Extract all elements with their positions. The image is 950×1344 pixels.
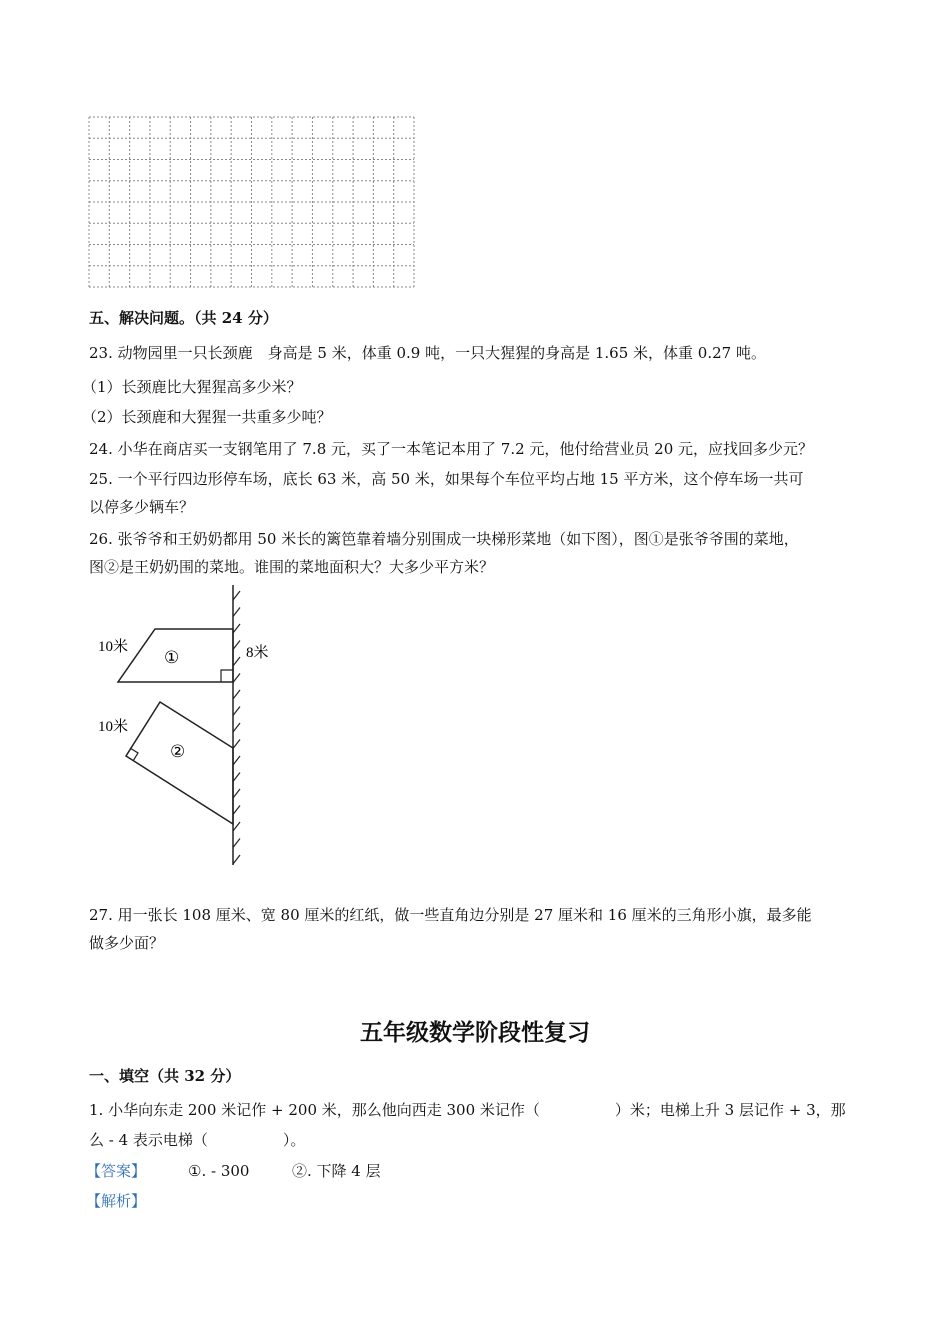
hatch-mark xyxy=(233,806,240,815)
hatch-mark xyxy=(233,839,240,848)
hatch-mark xyxy=(233,773,240,782)
question-23-part-2: （2）长颈鹿和大猩猩一共重多少吨？ xyxy=(82,408,332,426)
hatch-mark xyxy=(233,624,240,633)
hatch-mark xyxy=(233,789,240,798)
hatch-mark xyxy=(233,822,240,831)
hatch-mark xyxy=(233,591,240,600)
hatch-mark xyxy=(233,855,240,864)
answer-1: ①. - 300 xyxy=(188,1162,250,1180)
question-27-line1: 27. 用一张长 108 厘米、宽 80 厘米的红纸，做一些直角边分别是 27 厘米和 16 厘米的三角形小旗，最多能 xyxy=(89,906,812,924)
question-25-line2: 以停多少辆车？ xyxy=(89,498,195,516)
answer-2: ②. 下降 4 层 xyxy=(292,1162,381,1180)
trapezoid-2 xyxy=(126,702,233,824)
label-10m-2: 10米 xyxy=(98,719,129,735)
question-25-line1: 25. 一个平行四边形停车场，底长 63 米，高 50 米，如果每个车位平均占地 15 平方米，这个停车场一共可 xyxy=(89,470,804,488)
hatch-mark xyxy=(233,657,240,666)
hatch-mark xyxy=(233,674,240,683)
question-24: 24. 小华在商店买一支钢笔用了 7.8 元，买了一本笔记本用了 7.2 元，他付给营业员 20 元，应找回多少元？ xyxy=(89,440,814,458)
hatch-mark xyxy=(233,707,240,716)
label-8m: 8米 xyxy=(246,645,269,661)
hatch-mark xyxy=(233,740,240,749)
answer-label: 【答案】 xyxy=(86,1162,147,1180)
question-26-line2: 图②是王奶奶围的菜地。谁围的菜地面积大？大多少平方米？ xyxy=(89,558,495,576)
question-1-line1: 1. 小华向东走 200 米记作 + 200 米，那么他向西走 300 米记作（ ）米；电梯上升 3 层记作 + 3，那 xyxy=(89,1101,846,1119)
question-1-line2: 么 - 4 表示电梯（ ）。 xyxy=(89,1131,306,1149)
marker-1: ① xyxy=(164,648,180,668)
hatch-mark xyxy=(233,690,240,699)
hatch-mark xyxy=(233,608,240,617)
hatch-mark xyxy=(233,641,240,650)
question-27-line2: 做多少面？ xyxy=(89,934,165,952)
analysis-label: 【解析】 xyxy=(86,1192,147,1210)
label-10m-1: 10米 xyxy=(98,639,129,655)
wall-hatching xyxy=(233,591,240,864)
section-heading: 五、解决问题。（共 24 分） xyxy=(89,309,278,327)
hatch-mark xyxy=(233,723,240,732)
document-title: 五年级数学阶段性复习 xyxy=(360,1019,590,1046)
section-heading: 一、填空（共 32 分） xyxy=(89,1067,241,1085)
question-23-part-1: （1）长颈鹿比大猩猩高多少米？ xyxy=(82,378,302,396)
hatch-mark xyxy=(233,756,240,765)
question-26-line1: 26. 张爷爷和王奶奶都用 50 米长的篱笆靠着墙分别围成一块梯形菜地（如下图），图①是张爷爷围的菜地， xyxy=(89,530,799,548)
question-23: 23. 动物园里一只长颈鹿 身高是 5 米，体重 0.9 吨，一只大猩猩的身高是 1.65 米，体重 0.27 吨。 xyxy=(89,344,766,362)
marker-2: ② xyxy=(170,742,186,762)
